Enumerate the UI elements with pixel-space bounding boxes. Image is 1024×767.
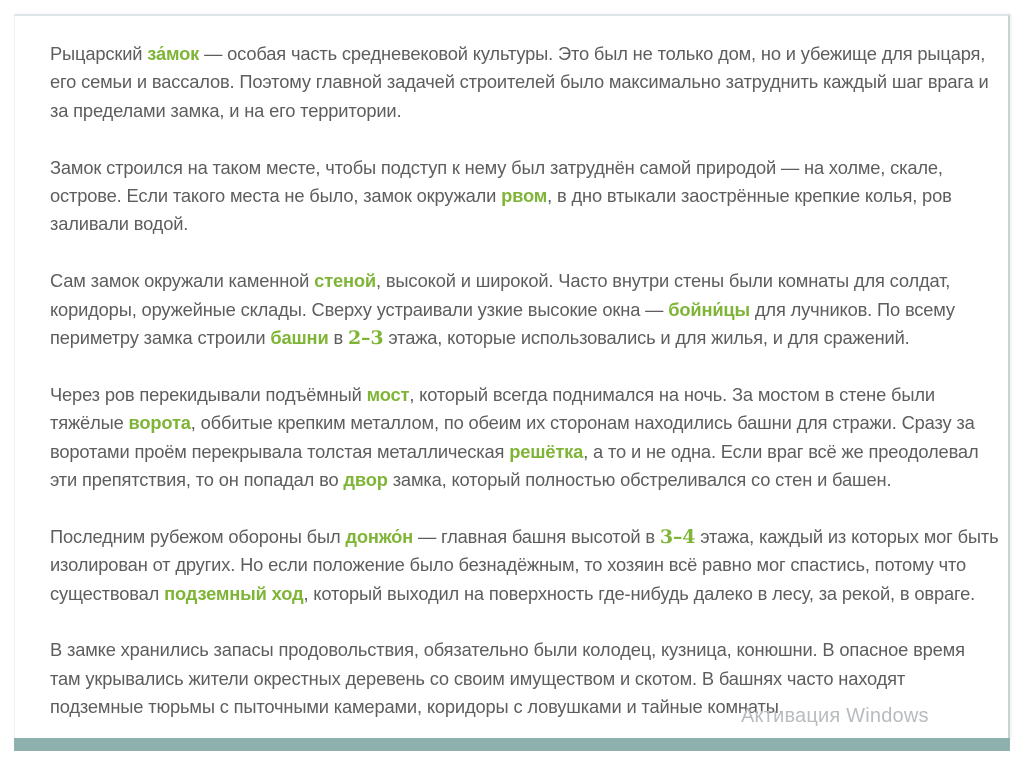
text-segment: в <box>328 327 348 349</box>
text-segment: Замок строился на таком месте, чтобы подступ к нему был затруднён самой природой — на холме, скале, острове. Если такого места не было, замок окружали <box>50 156 943 207</box>
windows-activation-watermark: Активация Windows <box>741 705 929 727</box>
highlighted-term: донжо́н <box>345 525 414 547</box>
highlighted-number: 2–3 <box>347 327 384 350</box>
highlighted-term: рвом <box>501 185 548 207</box>
text-segment: , а то и не одна. Если враг всё же преодолевал эти препятствия, то он попадал во <box>50 440 979 491</box>
paragraph-location <box>50 154 1000 239</box>
text-segment: Сам замок окружали каменной <box>50 270 315 292</box>
highlighted-term: мост <box>366 383 410 405</box>
paragraph-entrance <box>50 381 1000 495</box>
article-text <box>50 40 1000 722</box>
text-segment: этажа, которые использовались и для жилья, и для сражений. <box>383 327 910 349</box>
highlighted-term: ворота <box>128 412 191 434</box>
highlighted-term: башни <box>270 327 329 349</box>
text-segment: , оббитые крепким металлом, по обеим их сторонам находились башни для стражи. Сразу за воротами проём перекрывала толстая металлическая <box>50 412 975 462</box>
text-segment: для лучников. По всему периметру замка строили <box>50 298 955 349</box>
text-segment: замка, который полностью обстреливался со стен и башен. <box>387 469 892 491</box>
text-segment: этажа, каждый из которых мог быть изолирован от других. Но если положение было безнадёжным, то хозяин всё равно мог спастись, потому что существовал <box>50 525 999 604</box>
text-segment: В замке хранились запасы продовольствия, обязательно были колодец, кузница, конюшни. В опасное время там укрывались жители окрестных деревень со своим имуществом и скотом. В башнях часто находят подземные тюрьмы с пыточными камерами, коридоры с ловушками и тайные комнаты. <box>50 639 965 718</box>
highlighted-term: стеной <box>314 270 377 292</box>
text-segment: Последним рубежом обороны был <box>50 525 346 547</box>
paragraph-intro <box>50 40 1000 125</box>
paragraph-donjon <box>50 523 1000 608</box>
text-segment: , в дно втыкали заострённые крепкие колья, ров заливали водой. <box>50 185 952 235</box>
text-segment: — особая часть средневековой культуры. Это был не только дом, но и убежище для рыцаря, его семьи и вассалов. Поэтому главной задачей строителей было максимально затруднить каждый шаг врага и за пределами замка, и на его территории. <box>50 43 989 121</box>
highlighted-term: подземный ход <box>164 582 304 604</box>
paragraph-walls <box>50 267 1000 352</box>
slide-bottom-bar <box>14 738 1010 751</box>
highlighted-number: 3–4 <box>659 525 696 548</box>
highlighted-term: за́мок <box>147 43 200 64</box>
highlighted-term: двор <box>343 469 388 491</box>
text-segment: , который всегда поднимался на ночь. За мостом в стене были тяжёлые <box>50 383 935 434</box>
text-segment: , высокой и широкой. Часто внутри стены были комнаты для солдат, коридоры, оружейные склады. Сверху устраивали узкие высокие окна — <box>50 270 951 320</box>
text-segment: — главная башня высотой в <box>413 525 660 547</box>
highlighted-term: решётка <box>509 440 584 462</box>
text-segment: Через ров перекидывали подъёмный <box>50 383 367 405</box>
text-segment: , который выходил на поверхность где-нибудь далеко в лесу, за рекой, в овраге. <box>303 582 976 604</box>
text-segment: Рыцарский <box>50 43 148 64</box>
highlighted-term: бойни́цы <box>668 298 750 320</box>
